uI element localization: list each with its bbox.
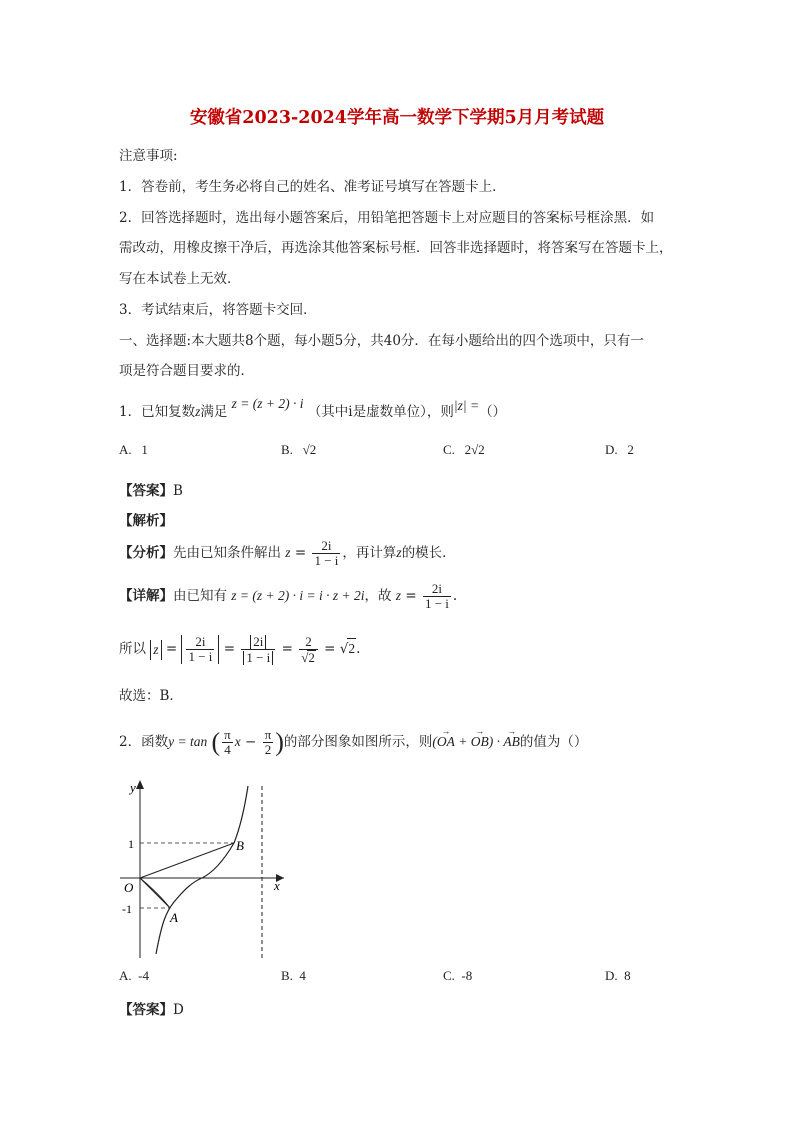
q1-fenxi: 【分析】先由已知条件解出 z = $\frac{2i}{1 - i}$ ，再计算z的模长．	[119, 538, 456, 568]
q1-option-c: C. 2√2	[443, 442, 485, 457]
tan-function-graph	[112, 772, 292, 962]
q1-prefix: 1．已知复数	[119, 404, 196, 420]
y-axis-arrow	[136, 780, 144, 789]
x-axis-label: x	[274, 878, 280, 893]
q1-option-b: B. √2	[281, 442, 317, 457]
q1-equation: z = (z + 2) · i	[231, 396, 304, 411]
q2-option-a: A. -4	[119, 968, 149, 983]
tan-curve	[156, 786, 248, 954]
q1-mid: 满足	[200, 404, 228, 420]
q2-option-b: B. 4	[281, 968, 306, 983]
notice-item-2-line-1: 2．回答选择题时，选出每小题答案后，用铅笔把答题卡上对应题目的答案标号框涂黑．如	[119, 210, 655, 226]
q1-guxuan: 故选：B．	[119, 688, 183, 704]
point-b-label: B	[236, 838, 244, 853]
y-axis-label: y	[130, 780, 136, 795]
q1-note: （其中i是虚数单位），则	[307, 404, 454, 420]
point-a-label: A	[170, 910, 178, 925]
q1-xiangjie: 【详解】由已知有 z = (z + 2) · i = i · z + 2i，故 z = $\frac{2i}{1 - i}$ .	[119, 581, 458, 611]
q2-option-d: D. 8	[605, 968, 631, 983]
notice-item-2-line-2: 需改动，用橡皮擦干净后，再选涂其他答案标号框．回答非选择题时，将答案写在答题卡上，	[119, 240, 673, 256]
notice-item-2-line-3: 写在本试卷上无效．	[119, 271, 241, 287]
section-1-line-2: 项是符合题目要求的．	[119, 363, 254, 379]
q1-suoyi: 所以 z = $\frac{2i}{1 - i}$ = $\frac{2i}{1 - i}$ = $\frac{2}{√2}$ = √2.	[119, 633, 361, 666]
q1-answer: 【答案】B	[119, 483, 183, 499]
tick-label-negative: -1	[122, 902, 132, 916]
notice-item-3: 3．考试结束后，将答题卡交回．	[119, 302, 317, 318]
q1-var: z	[195, 404, 201, 419]
notice-item-1: 1．答卷前，考生务必将自己的姓名、准考证号填写在答题卡上．	[119, 179, 506, 195]
segment-oa	[140, 878, 170, 908]
q2-option-c: C. -8	[443, 968, 473, 983]
q2-answer: 【答案】D	[119, 1002, 184, 1018]
segment-ob	[140, 843, 234, 878]
page-title: 安徽省2023-2024学年高一数学下学期5月月考试题	[189, 108, 605, 128]
q1-abs-z: |z| =	[453, 398, 480, 413]
notice-heading: 注意事项:	[119, 148, 178, 164]
question-2: 2．函数y = tan ( $\frac{\pi}{4}$ x − $\frac{\pi}{2}$ )的部分图象如图所示，则(→ OA + → OB) · → AB的值为（）	[119, 728, 587, 757]
tick-label-positive: 1	[128, 837, 134, 851]
q1-paren: （）	[479, 404, 507, 420]
origin-label: O	[124, 880, 134, 895]
q1-option-d: D. 2	[605, 442, 634, 457]
q1-option-a: A. 1	[119, 442, 148, 457]
question-1	[119, 396, 507, 422]
q1-analysis-tag: 【解析】	[119, 513, 173, 529]
section-1-line-1: 一、选择题:本大题共8个题，每小题5分，共40分．在每小题给出的四个选项中，只有一	[119, 333, 644, 349]
